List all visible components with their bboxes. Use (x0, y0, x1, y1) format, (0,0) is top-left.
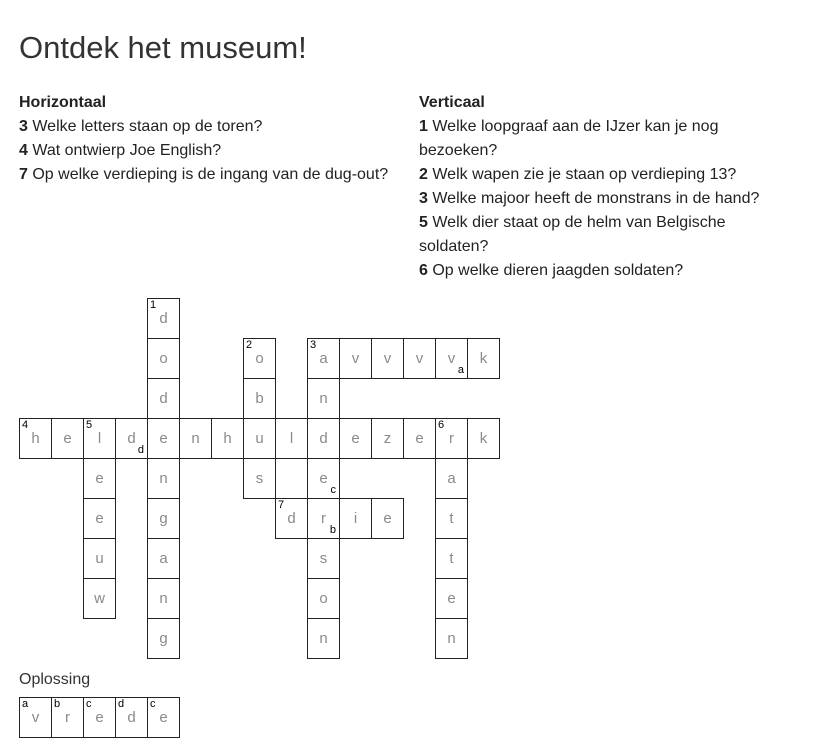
crossword-cell[interactable] (339, 338, 372, 379)
clue-text: Op welke verdieping is de ingang van de dug-out? (32, 166, 389, 183)
crossword-cell[interactable] (147, 498, 180, 539)
vertical-heading: Verticaal (419, 94, 485, 111)
crossword-cell[interactable] (179, 418, 212, 459)
clue-vertical-3 (419, 187, 779, 211)
cell-letter: w (94, 590, 105, 607)
solution-marker: a (457, 364, 464, 376)
clue-number-label: 3 (310, 339, 317, 351)
cell-letter: a (447, 470, 456, 487)
clue-number-label: 4 (22, 419, 29, 431)
clue-number-label: c (150, 698, 156, 710)
solution-row (19, 697, 179, 738)
crossword-cell[interactable] (403, 418, 436, 459)
cell-letter: s (319, 550, 328, 567)
crossword-cell[interactable] (243, 458, 276, 499)
crossword-cell[interactable] (147, 418, 180, 459)
clue-vertical-1 (419, 115, 779, 163)
crossword-cell[interactable] (307, 538, 340, 579)
cell-letter: e (351, 430, 360, 447)
crossword-cell[interactable] (307, 458, 340, 499)
clue-number: 2 (419, 166, 428, 183)
cell-letter: o (319, 590, 328, 607)
cell-letter: e (95, 510, 104, 527)
cell-letter: r (449, 430, 454, 447)
horizontal-heading: Horizontaal (19, 94, 107, 111)
clue-number-label: 6 (438, 419, 445, 431)
cell-letter: k (479, 430, 488, 447)
cell-letter: r (321, 510, 326, 527)
solution-cell[interactable] (147, 697, 180, 738)
solution-marker: d (137, 444, 144, 456)
clue-text: Welke majoor heeft de monstrans in de hand? (432, 190, 760, 207)
clue-text: Op welke dieren jaagden soldaten? (432, 262, 684, 279)
cell-letter: e (447, 590, 456, 607)
cell-letter: s (255, 470, 264, 487)
cell-letter: e (319, 470, 328, 487)
clue-number-label: 2 (246, 339, 253, 351)
cell-letter: u (95, 550, 104, 567)
clue-number-label: 1 (150, 299, 157, 311)
crossword-cell[interactable] (147, 538, 180, 579)
solution-label: Oplossing (19, 671, 91, 688)
solution-marker: c (330, 484, 336, 496)
clue-number-label: a (22, 698, 29, 710)
cell-letter: k (479, 350, 488, 367)
crossword-cell[interactable] (339, 498, 372, 539)
crossword-cell[interactable] (435, 458, 468, 499)
cell-letter: g (159, 630, 168, 647)
crossword-cell[interactable] (307, 378, 340, 419)
clue-vertical-6 (419, 259, 779, 283)
clue-number: 3 (19, 118, 28, 135)
crossword-cell[interactable] (243, 378, 276, 419)
clue-number: 4 (19, 142, 28, 159)
cell-letter: e (415, 430, 424, 447)
crossword-cell[interactable] (51, 418, 84, 459)
cell-letter: n (447, 630, 456, 647)
clue-horizontal-4 (19, 139, 404, 163)
crossword-cell[interactable] (435, 498, 468, 539)
crossword-cell[interactable] (243, 418, 276, 459)
cell-letter: n (191, 430, 200, 447)
clue-number: 7 (19, 166, 28, 183)
cell-letter: h (223, 430, 232, 447)
crossword-cell[interactable] (403, 338, 436, 379)
cell-letter: t (449, 550, 454, 567)
cell-letter: n (159, 470, 168, 487)
cell-letter: g (159, 510, 168, 527)
crossword-cell[interactable] (307, 498, 340, 539)
cell-letter: v (383, 350, 392, 367)
vertical-clues (419, 91, 779, 283)
crossword-cell[interactable] (275, 418, 308, 459)
crossword-cell[interactable] (371, 338, 404, 379)
clue-number: 1 (419, 118, 428, 135)
crossword-grid (19, 298, 499, 659)
crossword-cell[interactable] (83, 538, 116, 579)
solution-cell[interactable] (83, 697, 116, 738)
horizontal-clues (19, 91, 404, 187)
crossword-cell[interactable] (435, 578, 468, 619)
crossword-cell[interactable] (147, 618, 180, 659)
clue-text: Welk wapen zie je staan op verdieping 13? (432, 166, 737, 183)
solution-marker: b (329, 524, 336, 536)
solution-cell[interactable] (51, 697, 84, 738)
cell-letter: o (255, 350, 264, 367)
clue-number-label: b (54, 698, 61, 710)
crossword-cell[interactable] (211, 418, 244, 459)
cell-letter: e (63, 430, 72, 447)
crossword-cell[interactable] (147, 378, 180, 419)
crossword-cell[interactable] (435, 618, 468, 659)
clue-vertical-5 (419, 211, 779, 259)
clue-number: 6 (419, 262, 428, 279)
crossword-cell[interactable] (467, 338, 500, 379)
cell-letter: e (159, 430, 168, 447)
crossword-cell[interactable] (435, 418, 468, 459)
cell-letter: b (255, 390, 264, 407)
solution-cell[interactable] (19, 697, 52, 738)
crossword-cell[interactable] (83, 458, 116, 499)
cell-letter: n (319, 390, 328, 407)
crossword-cell[interactable] (307, 418, 340, 459)
crossword-cell[interactable] (83, 418, 116, 459)
cell-letter: z (383, 430, 392, 447)
cell-letter: i (353, 510, 358, 527)
cell-letter: d (127, 709, 136, 726)
cell-letter: n (319, 630, 328, 647)
cell-letter: d (127, 430, 136, 447)
cell-letter: d (159, 310, 168, 327)
cell-letter: v (447, 350, 456, 367)
cell-letter: d (287, 510, 296, 527)
crossword-cell[interactable] (83, 578, 116, 619)
clue-vertical-2 (419, 163, 779, 187)
crossword-cell[interactable] (307, 618, 340, 659)
cell-letter: r (65, 709, 70, 726)
cell-letter: e (383, 510, 392, 527)
cell-letter: u (255, 430, 264, 447)
crossword-cell[interactable] (307, 578, 340, 619)
cell-letter: v (415, 350, 424, 367)
crossword-cell[interactable] (307, 338, 340, 379)
clue-number-label: d (118, 698, 125, 710)
cell-letter: v (351, 350, 360, 367)
clue-number: 5 (419, 214, 428, 231)
crossword-cell[interactable] (371, 418, 404, 459)
crossword-cell[interactable] (371, 498, 404, 539)
cell-letter: t (449, 510, 454, 527)
crossword-cell[interactable] (435, 538, 468, 579)
clue-horizontal-7 (19, 163, 404, 187)
crossword-cell[interactable] (275, 498, 308, 539)
cell-letter: d (159, 390, 168, 407)
clue-number-label: 7 (278, 499, 285, 511)
crossword-cell[interactable] (243, 338, 276, 379)
cell-letter: o (159, 350, 168, 367)
cell-letter: d (319, 430, 328, 447)
solution-cell[interactable] (115, 697, 148, 738)
clue-number-label: c (86, 698, 92, 710)
cell-letter: v (31, 709, 40, 726)
cell-letter: l (97, 430, 102, 447)
cell-letter: e (95, 709, 104, 726)
crossword-cell[interactable] (339, 418, 372, 459)
crossword-cell[interactable] (147, 298, 180, 339)
cell-letter: n (159, 590, 168, 607)
crossword-cell[interactable] (147, 578, 180, 619)
crossword-cell[interactable] (467, 418, 500, 459)
cell-letter: a (319, 350, 328, 367)
crossword-cell[interactable] (19, 418, 52, 459)
cell-letter: l (289, 430, 294, 447)
cell-letter: e (95, 470, 104, 487)
clue-number-label: 5 (86, 419, 93, 431)
cell-letter: a (159, 550, 168, 567)
crossword-cell[interactable] (115, 418, 148, 459)
clue-text: Welke letters staan op de toren? (32, 118, 263, 135)
clue-horizontal-3 (19, 115, 404, 139)
cell-letter: e (159, 709, 168, 726)
page-title: Ontdek het museum! (19, 30, 307, 65)
clue-text: Welke loopgraaf aan de IJzer kan je nog bezoeken? (419, 118, 719, 159)
clue-number: 3 (419, 190, 428, 207)
crossword-cell[interactable] (435, 338, 468, 379)
clue-text: Welk dier staat op de helm van Belgische soldaten? (419, 214, 726, 255)
crossword-cell[interactable] (83, 498, 116, 539)
cell-letter: h (31, 430, 40, 447)
crossword-cell[interactable] (147, 338, 180, 379)
clue-text: Wat ontwierp Joe English? (32, 142, 222, 159)
crossword-cell[interactable] (147, 458, 180, 499)
